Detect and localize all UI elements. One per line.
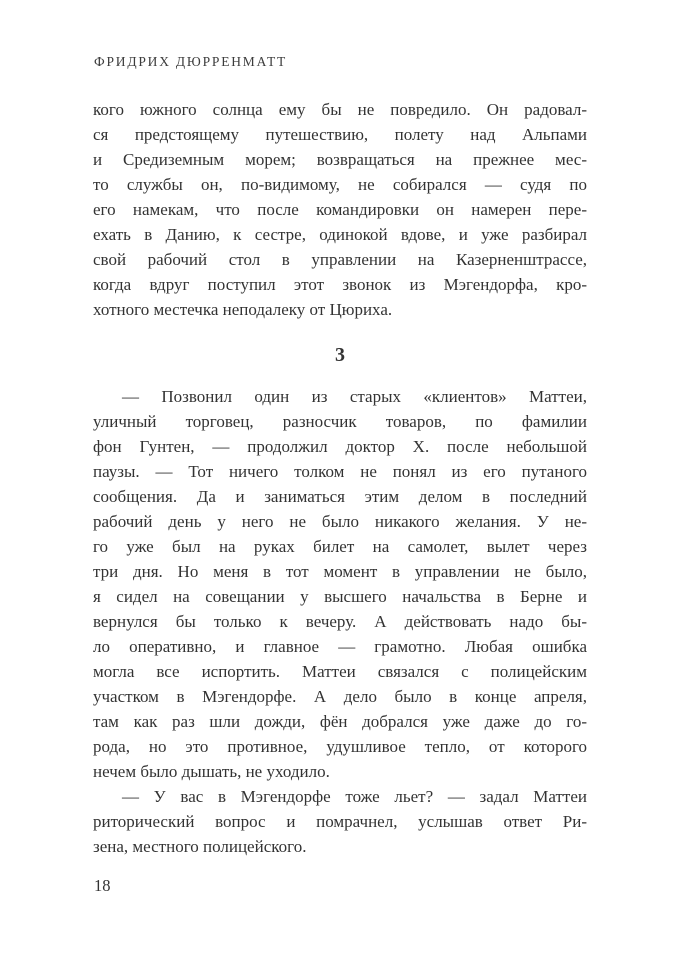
- text-line: хотного местечка неподалеку от Цюриха.: [93, 300, 393, 319]
- page-number: 18: [94, 876, 111, 895]
- text-line: вернулся бы только к вечеру. А действовать надо бы-: [93, 612, 587, 631]
- text-line: его намекам, что после командировки он намерен пере-: [93, 200, 587, 219]
- text-line: я сидел на совещании у высшего начальства в Берне и: [93, 587, 587, 606]
- text-line: ехать в Данию, к сестре, одинокой вдове, и уже разбирал: [93, 225, 587, 244]
- text-line: — У вас в Мэгендорфе тоже льет? — задал Маттеи: [122, 787, 587, 806]
- text-line: риторический вопрос и помрачнел, услышав ответ Ри-: [93, 812, 587, 831]
- text-line: зена, местного полицейского.: [93, 837, 307, 856]
- text-line: могла все испортить. Маттеи связался с полицейским: [93, 662, 587, 681]
- text-line: фон Гунтен, — продолжил доктор Х. после небольшой: [93, 437, 587, 456]
- paragraph: [93, 384, 587, 784]
- text-body: [93, 97, 587, 859]
- text-line: ло оперативно, и главное — грамотно. Любая ошибка: [93, 637, 587, 656]
- text-line: участком в Мэгендорфе. А дело было в конце апреля,: [93, 687, 587, 706]
- paragraph: [93, 784, 587, 859]
- text-line: нечем было дышать, не уходило.: [93, 762, 330, 781]
- text-line: три дня. Но меня в тот момент в управлении не было,: [93, 562, 587, 581]
- text-line: рабочий день у него не было никакого желания. У не-: [93, 512, 587, 531]
- text-line: и Средиземным морем; возвращаться на прежнее мес-: [93, 150, 587, 169]
- running-header: ФРИДРИХ ДЮРРЕНМАТТ: [94, 54, 288, 69]
- text-line: когда вдруг поступил этот звонок из Мэгендорфа, кро-: [93, 275, 587, 294]
- text-line: паузы. — Тот ничего толком не понял из его путаного: [93, 462, 587, 481]
- text-line: ся предстоящему путешествию, полету над Альпами: [93, 125, 587, 144]
- text-line: уличный торговец, разносчик товаров, по фамилии: [93, 412, 587, 431]
- text-line: то службы он, по-видимому, не собирался — судя по: [93, 175, 587, 194]
- chapter-heading: 3: [335, 344, 345, 366]
- text-line: свой рабочий стол в управлении на Казерненштрассе,: [93, 250, 587, 269]
- text-line: — Позвонил один из старых «клиентов» Маттеи,: [122, 387, 587, 406]
- text-line: сообщения. Да и заниматься этим делом в последний: [93, 487, 587, 506]
- paragraph: [93, 97, 587, 322]
- text-line: го уже был на руках билет на самолет, вылет через: [93, 537, 587, 556]
- text-line: там как раз шли дожди, фён добрался уже даже до го-: [93, 712, 587, 731]
- text-line: рода, но это противное, удушливое тепло, от которого: [93, 737, 587, 756]
- text-line: кого южного солнца ему бы не повредило. Он радовал-: [93, 100, 587, 119]
